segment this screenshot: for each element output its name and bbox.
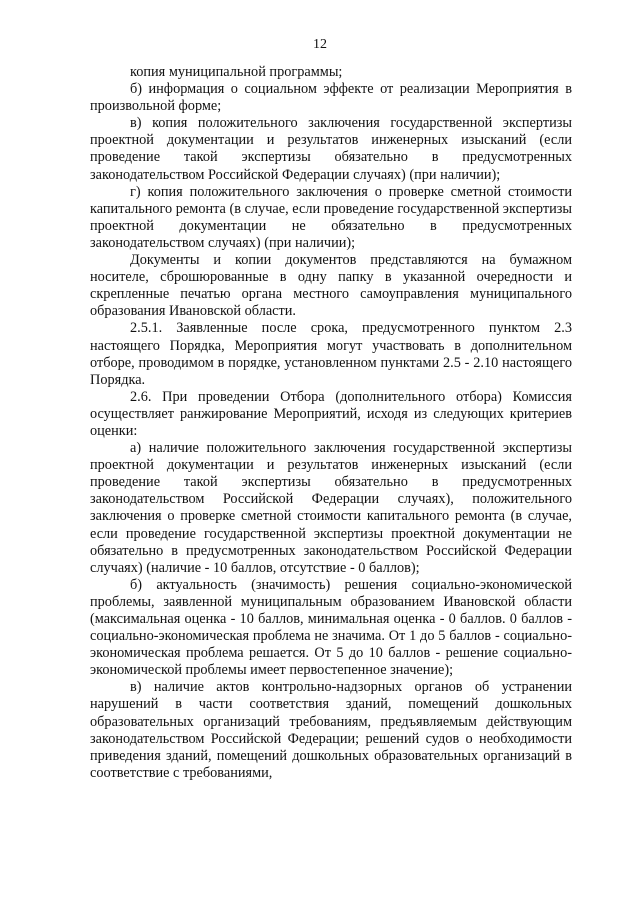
paragraph-v-expertise-copy: в) копия положительного заключения государственной экспертизы проектной документации и результатов инженерных изысканий (если проведение такой экспертизы обязательно в предусмотренных законодательством Российской Федерации случаях) (при наличии); [90,115,572,183]
body-text [90,64,572,782]
page-number: 12 [313,37,327,52]
paragraph-b-social-effect: б) информация о социальном эффекте от реализации Мероприятия в произвольной форме; [90,81,572,115]
paragraph-2-5-1: 2.5.1. Заявленные после срока, предусмотренного пунктом 2.3 настоящего Порядка, Мероприятия могут участвовать в дополнительном отборе, проводимом в порядке, установленном пунктами 2.5 - 2.10 настоящего Порядка. [90,320,572,388]
paragraph-criterion-b: б) актуальность (значимость) решения социально-экономической проблемы, заявленной муниципальным образованием Ивановской области (максимальная оценка - 10 баллов, минимальная оценка - 0 баллов. 0 баллов - социально-экономическая проблема не значима. От 1 до 5 баллов - социально-экономическая проблема решается. От 5 до 10 баллов - решение социально-экономической проблемы имеет первостепенное значение); [90,576,572,679]
paragraph-g-estimate-copy: г) копия положительного заключения о проверке сметной стоимости капитального ремонта (в случае, если проведение государственной экспертизы проектной документации не обязательно в предусмотренных законодательством случаях) (при наличии); [90,183,572,251]
paragraph-criterion-a: а) наличие положительного заключения государственной экспертизы проектной документации и результатов инженерных изысканий (если проведение такой экспертизы обязательно в предусмотренных законодательством Российской Федерации случаях), положительного заключения о проверке сметной стоимости капитального ремонта (в случае, если проведение государственной экспертизы проектной документации не обязательно в предусмотренных законодательством Российской Федерации случаях) (наличие - 10 баллов, отсутствие - 0 баллов); [90,440,572,576]
paragraph-criterion-v: в) наличие актов контрольно-надзорных органов об устранении нарушений в части соответствия зданий, помещений дошкольных образовательных организаций требованиям, предъявляемым действующим законодательством Российской Федерации; решений судов о необходимости приведения зданий, помещений дошкольных образовательных организаций в соответствие с требованиями, [90,679,572,781]
paragraph-program-copy: копия муниципальной программы; [130,64,343,80]
paragraph-documents-submission: Документы и копии документов представляются на бумажном носителе, сброшюрованные в одну папку в указанной очередности и скрепленные печатью органа местного самоуправления муниципального образования Ивановской области. [90,252,572,320]
paragraph-2-6: 2.6. При проведении Отбора (дополнительного отбора) Комиссия осуществляет ранжирование Мероприятий, исходя из следующих критериев оценки: [90,388,572,439]
